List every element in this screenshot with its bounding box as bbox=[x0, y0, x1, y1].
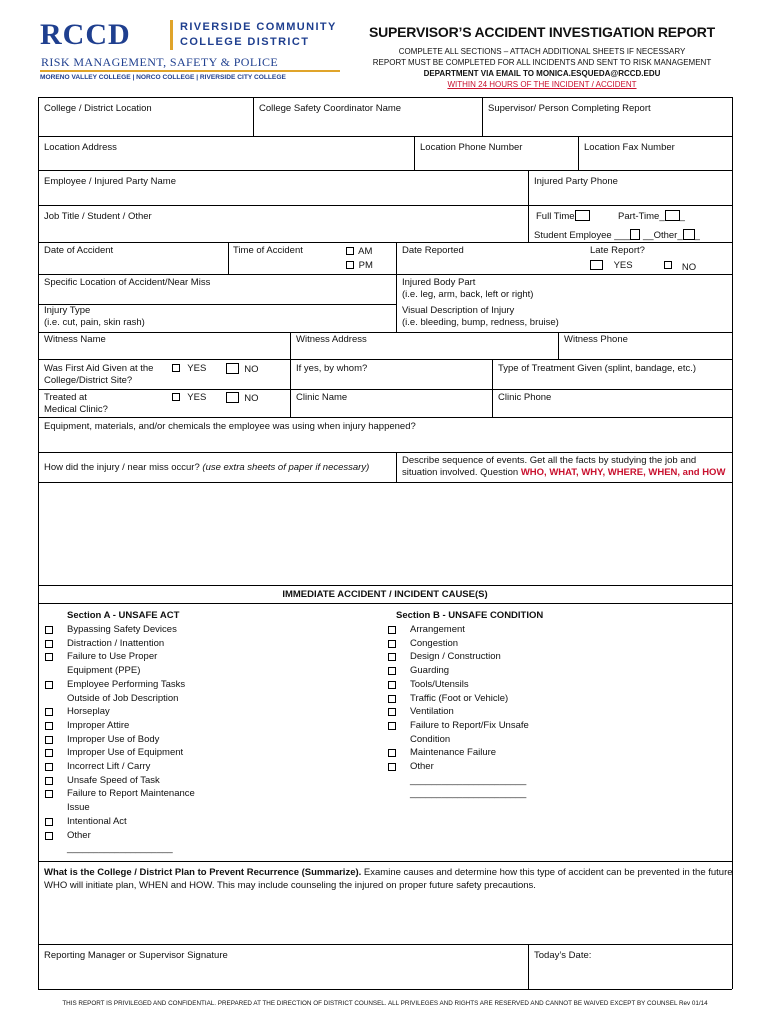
other-checkbox[interactable] bbox=[683, 229, 695, 240]
section-a-checkbox[interactable] bbox=[45, 681, 53, 689]
section-a-label: Distraction / Inattention bbox=[67, 637, 165, 649]
first-aid-no-label: NO bbox=[244, 364, 259, 375]
signature-field[interactable] bbox=[39, 962, 527, 988]
section-a-label: Intentional Act bbox=[67, 815, 127, 827]
how-occur-textarea[interactable] bbox=[39, 483, 735, 588]
safety-coordinator-field[interactable] bbox=[254, 115, 481, 135]
am-checkbox[interactable] bbox=[346, 247, 354, 255]
section-a-label: Employee Performing Tasks bbox=[67, 678, 186, 690]
section-a-item[interactable] bbox=[45, 733, 195, 747]
body-part-hint: (i.e. leg, arm, back, left or right) bbox=[402, 289, 534, 300]
prevention-textarea[interactable] bbox=[39, 895, 735, 947]
am-label: AM bbox=[358, 246, 373, 257]
date-of-accident-label: Date of Accident bbox=[44, 245, 114, 256]
section-b-label: Tools/Utensils bbox=[410, 678, 469, 690]
section-a-label: ____________________ bbox=[67, 843, 173, 855]
section-a-item bbox=[45, 842, 195, 856]
section-b-checkbox[interactable] bbox=[388, 653, 396, 661]
section-a-checkbox[interactable] bbox=[45, 640, 53, 648]
section-a-item[interactable] bbox=[45, 829, 195, 843]
header-line2: REPORT MUST BE COMPLETED FOR ALL INCIDENTS AND SENT TO RISK MANAGEMENT bbox=[372, 58, 712, 67]
section-b-item[interactable] bbox=[388, 650, 529, 664]
part-time-label: Part-Time bbox=[618, 211, 660, 222]
section-b-checkbox[interactable] bbox=[388, 626, 396, 634]
late-report-label: Late Report? bbox=[590, 245, 645, 256]
rccd-logo bbox=[40, 18, 340, 88]
injury-type-hint: (i.e. cut, pain, skin rash) bbox=[44, 317, 145, 328]
late-report-yes-checkbox[interactable] bbox=[590, 260, 603, 270]
logo-acronym: RCCD bbox=[40, 18, 131, 51]
section-a-checkbox[interactable] bbox=[45, 626, 53, 634]
prevention-instructions bbox=[44, 866, 733, 892]
college-location-label: College / District Location bbox=[44, 103, 152, 114]
section-a-list bbox=[45, 623, 195, 856]
section-b-label: Congestion bbox=[410, 637, 459, 649]
section-b-item[interactable] bbox=[388, 692, 529, 706]
witness-phone-label: Witness Phone bbox=[564, 334, 628, 345]
describe-line2-emphasis: WHO, WHAT, WHY, WHERE, WHEN, and HOW bbox=[520, 467, 726, 478]
section-a-item[interactable] bbox=[45, 637, 195, 651]
treated-at-label: Treated at bbox=[44, 392, 87, 403]
employee-name-field[interactable] bbox=[39, 188, 527, 204]
section-b-title: Section B - UNSAFE CONDITION bbox=[396, 610, 544, 621]
todays-date-field[interactable] bbox=[529, 962, 731, 988]
witness-phone-field[interactable] bbox=[559, 346, 731, 358]
section-b-label: ______________________ bbox=[410, 788, 527, 800]
section-a-checkbox[interactable] bbox=[45, 722, 53, 730]
location-fax-label: Location Fax Number bbox=[584, 142, 675, 153]
section-a-label: Unsafe Speed of Task bbox=[67, 774, 160, 786]
section-b-label: Failure to Report/Fix Unsafe bbox=[410, 719, 529, 731]
section-b-item bbox=[388, 774, 529, 788]
first-aid-label-2: College/District Site? bbox=[44, 375, 133, 386]
todays-date-label: Today’s Date: bbox=[534, 950, 592, 961]
treated-yes-label: YES bbox=[187, 392, 207, 403]
section-b-label: Guarding bbox=[410, 665, 450, 677]
section-b-label: Arrangement bbox=[410, 624, 465, 635]
section-b-checkbox[interactable] bbox=[388, 695, 396, 703]
header-instructions bbox=[356, 46, 728, 90]
logo-dept: RISK MANAGEMENT, SAFETY & POLICE bbox=[41, 55, 279, 69]
logo-name-line2: COLLEGE DISTRICT bbox=[180, 36, 310, 48]
visual-desc-label: Visual Description of Injury bbox=[402, 305, 515, 316]
logo-colleges: MORENO VALLEY COLLEGE | NORCO COLLEGE | RIVERSIDE CITY COLLEGE bbox=[40, 74, 286, 81]
student-employee-option[interactable]: Student Employee ___ bbox=[534, 229, 640, 242]
header-line3: DEPARTMENT VIA EMAIL TO MONICA.ESQUEDA@RCCD.EDU bbox=[423, 69, 661, 78]
location-address-field[interactable] bbox=[39, 154, 413, 169]
location-address-label: Location Address bbox=[44, 142, 117, 153]
section-a-item[interactable] bbox=[45, 787, 195, 801]
section-b-item[interactable] bbox=[388, 719, 529, 733]
witness-address-label: Witness Address bbox=[296, 334, 367, 345]
logo-accent-bar bbox=[170, 20, 173, 50]
first-aid-label: Was First Aid Given at the bbox=[44, 363, 154, 374]
section-b-label: Design / Construction bbox=[410, 651, 501, 663]
date-reported-field[interactable] bbox=[402, 257, 582, 273]
equipment-field[interactable] bbox=[39, 433, 731, 451]
section-a-label: Outside of Job Description bbox=[67, 692, 179, 704]
if-yes-field[interactable] bbox=[296, 375, 490, 388]
how-occur-note: (use extra sheets of paper if necessary) bbox=[202, 462, 370, 473]
section-b-checkbox[interactable] bbox=[388, 749, 396, 757]
describe-line1: Describe sequence of events. Get all the facts by studying the job and bbox=[402, 455, 697, 466]
describe-line2-text: situation involved. Question bbox=[402, 467, 519, 478]
signature-label: Reporting Manager or Supervisor Signature bbox=[44, 950, 228, 961]
section-b-item bbox=[388, 787, 529, 801]
late-report-yes-label: YES bbox=[613, 260, 633, 271]
section-b-item[interactable] bbox=[388, 746, 529, 760]
full-time-label: Full Time bbox=[536, 211, 575, 222]
section-b-label: Maintenance Failure bbox=[410, 747, 497, 759]
late-report-no-checkbox[interactable] bbox=[664, 261, 672, 269]
part-time-option[interactable]: Part-Time_ _ bbox=[618, 211, 685, 222]
other-label: Other bbox=[653, 230, 678, 241]
supervisor-completing-field[interactable] bbox=[483, 115, 731, 135]
location-phone-label: Location Phone Number bbox=[420, 142, 523, 153]
section-a-label: Improper Use of Body bbox=[67, 733, 160, 745]
section-a-checkbox[interactable] bbox=[45, 708, 53, 716]
section-b-label: Traffic (Foot or Vehicle) bbox=[410, 692, 509, 704]
pm-option[interactable] bbox=[346, 260, 373, 272]
clinic-phone-field[interactable] bbox=[498, 404, 730, 416]
pm-checkbox[interactable] bbox=[346, 261, 354, 269]
section-b-checkbox[interactable] bbox=[388, 722, 396, 730]
section-b-checkbox[interactable] bbox=[388, 667, 396, 675]
other-option[interactable]: __Other_ _ bbox=[643, 230, 700, 241]
clinic-name-label: Clinic Name bbox=[296, 392, 348, 403]
section-a-item[interactable] bbox=[45, 623, 195, 637]
job-title-label: Job Title / Student / Other bbox=[44, 211, 152, 222]
section-a-label: Incorrect Lift / Carry bbox=[67, 761, 151, 773]
first-aid-yes-checkbox[interactable] bbox=[172, 364, 180, 372]
location-phone-field[interactable] bbox=[415, 154, 577, 169]
section-b-item[interactable] bbox=[388, 760, 529, 774]
treated-yes-checkbox[interactable] bbox=[172, 393, 180, 401]
full-time-option[interactable] bbox=[536, 210, 590, 223]
section-b-item[interactable] bbox=[388, 637, 529, 651]
section-a-item[interactable] bbox=[45, 774, 195, 788]
injury-type-field[interactable] bbox=[200, 305, 395, 331]
employee-name-label: Employee / Injured Party Name bbox=[44, 176, 177, 187]
supervisor-completing-label: Supervisor/ Person Completing Report bbox=[488, 103, 651, 114]
treated-no-checkbox[interactable] bbox=[226, 392, 239, 403]
treated-no-option[interactable] bbox=[226, 392, 259, 405]
late-report-yes-option[interactable] bbox=[590, 260, 633, 272]
time-of-accident-label: Time of Accident bbox=[233, 245, 303, 256]
college-location-field[interactable] bbox=[39, 115, 252, 135]
section-a-item[interactable] bbox=[45, 678, 195, 692]
treatment-type-label: Type of Treatment Given (splint, bandage, etc.) bbox=[498, 363, 697, 374]
section-b-item[interactable] bbox=[388, 623, 529, 637]
treated-yes-option[interactable] bbox=[172, 392, 206, 404]
section-a-item bbox=[45, 692, 195, 706]
section-a-checkbox[interactable] bbox=[45, 818, 53, 826]
location-fax-field[interactable] bbox=[579, 154, 731, 169]
prevention-bold: What is the College / District Plan to Prevent Recurrence (Summarize). bbox=[44, 867, 362, 878]
specific-location-field[interactable] bbox=[39, 289, 395, 303]
clinic-phone-label: Clinic Phone bbox=[498, 392, 552, 403]
section-a-checkbox[interactable] bbox=[45, 790, 53, 798]
body-part-label: Injured Body Part bbox=[402, 277, 476, 288]
section-a-title: Section A - UNSAFE ACT bbox=[67, 610, 180, 621]
witness-address-field[interactable] bbox=[291, 346, 557, 358]
specific-location-label: Specific Location of Accident/Near Miss bbox=[44, 277, 211, 288]
student-employee-checkbox[interactable] bbox=[630, 229, 640, 240]
section-a-label: Bypassing Safety Devices bbox=[67, 624, 177, 635]
section-a-label: Improper Use of Equipment bbox=[67, 747, 184, 759]
date-of-accident-field[interactable] bbox=[39, 257, 227, 273]
section-a-checkbox[interactable] bbox=[45, 832, 53, 840]
section-a-label: Issue bbox=[67, 802, 90, 814]
header-line4: WITHIN 24 HOURS OF THE INCIDENT / ACCIDENT bbox=[447, 80, 637, 89]
job-title-field[interactable] bbox=[39, 223, 527, 241]
section-a-item[interactable] bbox=[45, 705, 195, 719]
first-aid-yes-option[interactable] bbox=[172, 363, 206, 375]
section-a-item[interactable] bbox=[45, 815, 195, 829]
section-a-checkbox[interactable] bbox=[45, 749, 53, 757]
treatment-type-field[interactable] bbox=[498, 375, 730, 388]
section-a-checkbox[interactable] bbox=[45, 653, 53, 661]
section-a-label: Failure to Report Maintenance bbox=[67, 788, 195, 800]
prevention-line2: WHO will initiate plan, WHEN and HOW. This may include counseling the injured on proper future safety precautions. bbox=[44, 880, 536, 891]
time-of-accident-field[interactable] bbox=[233, 257, 338, 273]
section-b-checkbox[interactable] bbox=[388, 640, 396, 648]
section-a-item[interactable] bbox=[45, 650, 195, 664]
how-occur-label: How did the injury / near miss occur? bbox=[44, 462, 200, 473]
if-yes-label: If yes, by whom? bbox=[296, 363, 368, 374]
section-b-label: ______________________ bbox=[410, 774, 527, 786]
section-a-item[interactable] bbox=[45, 746, 195, 760]
section-a-item bbox=[45, 801, 195, 815]
section-a-item[interactable] bbox=[45, 760, 195, 774]
header-line1: COMPLETE ALL SECTIONS – ATTACH ADDITIONAL SHEETS IF NECESSARY bbox=[398, 47, 686, 56]
section-a-label: Horseplay bbox=[67, 706, 110, 718]
section-a-checkbox[interactable] bbox=[45, 763, 53, 771]
section-a-label: Improper Attire bbox=[67, 719, 130, 731]
report-title: SUPERVISOR’S ACCIDENT INVESTIGATION REPORT bbox=[368, 24, 716, 40]
section-b-checkbox[interactable] bbox=[388, 708, 396, 716]
date-reported-label: Date Reported bbox=[402, 245, 464, 256]
section-a-item bbox=[45, 664, 195, 678]
safety-coordinator-label: College Safety Coordinator Name bbox=[259, 103, 402, 114]
section-a-label: Failure to Use Proper bbox=[67, 651, 158, 663]
section-b-item[interactable] bbox=[388, 678, 529, 692]
prevention-rest: Examine causes and determine how this type of accident can be prevented in the future bbox=[361, 867, 733, 878]
section-b-item[interactable] bbox=[388, 664, 529, 678]
full-time-checkbox[interactable] bbox=[575, 210, 590, 221]
section-b-list bbox=[388, 623, 529, 801]
section-a-checkbox[interactable] bbox=[45, 736, 53, 744]
treated-no-label: NO bbox=[244, 393, 259, 404]
clinic-name-field[interactable] bbox=[296, 404, 490, 416]
section-a-checkbox[interactable] bbox=[45, 777, 53, 785]
visual-desc-field[interactable] bbox=[580, 305, 730, 331]
how-occur-prompt bbox=[44, 462, 369, 474]
witness-name-label: Witness Name bbox=[44, 334, 106, 345]
section-b-label: Other bbox=[410, 761, 434, 773]
pm-label: PM bbox=[358, 260, 373, 271]
injured-phone-field[interactable] bbox=[529, 188, 731, 204]
witness-name-field[interactable] bbox=[39, 346, 289, 358]
confidentiality-footer: THIS REPORT IS PRIVILEGED AND CONFIDENTIAL. PREPARED AT THE DIRECTION OF DISTRICT COUNSEL. ALL PRIVILEGES AND RIGHTS ARE RESERVED AND CANNOT BE WAIVED EXCEPT BY COUNSEL Rev 01/14 bbox=[62, 1000, 708, 1007]
late-report-no-label: NO bbox=[681, 262, 697, 273]
first-aid-no-checkbox[interactable] bbox=[226, 363, 239, 374]
logo-gold-rule bbox=[40, 70, 340, 72]
section-b-label: Condition bbox=[410, 733, 451, 745]
section-a-label: Equipment (PPE) bbox=[67, 665, 141, 677]
describe-line2 bbox=[402, 467, 725, 479]
first-aid-yes-label: YES bbox=[187, 363, 207, 374]
part-time-checkbox[interactable] bbox=[665, 210, 680, 221]
logo-name-line1: RIVERSIDE COMMUNITY bbox=[180, 21, 337, 33]
student-employee-label: Student Employee bbox=[534, 230, 612, 241]
section-a-label: Other bbox=[67, 829, 91, 841]
body-part-field[interactable] bbox=[580, 277, 730, 301]
section-a-item[interactable] bbox=[45, 719, 195, 733]
section-b-checkbox[interactable] bbox=[388, 763, 396, 771]
late-report-no-option[interactable] bbox=[664, 260, 696, 272]
am-option[interactable] bbox=[346, 246, 372, 258]
injured-phone-label: Injured Party Phone bbox=[534, 176, 618, 187]
visual-desc-hint: (i.e. bleeding, bump, redness, bruise) bbox=[402, 317, 559, 328]
section-b-item bbox=[388, 733, 529, 747]
injury-type-label: Injury Type bbox=[44, 305, 91, 316]
section-b-checkbox[interactable] bbox=[388, 681, 396, 689]
first-aid-no-option[interactable] bbox=[226, 363, 259, 376]
section-b-label: Ventilation bbox=[410, 706, 454, 718]
treated-at-label-2: Medical Clinic? bbox=[44, 404, 108, 415]
equipment-label: Equipment, materials, and/or chemicals the employee was using when injury happened? bbox=[44, 421, 416, 432]
section-b-item[interactable] bbox=[388, 705, 529, 719]
causes-title: IMMEDIATE ACCIDENT / INCIDENT CAUSE(S) bbox=[282, 589, 488, 600]
